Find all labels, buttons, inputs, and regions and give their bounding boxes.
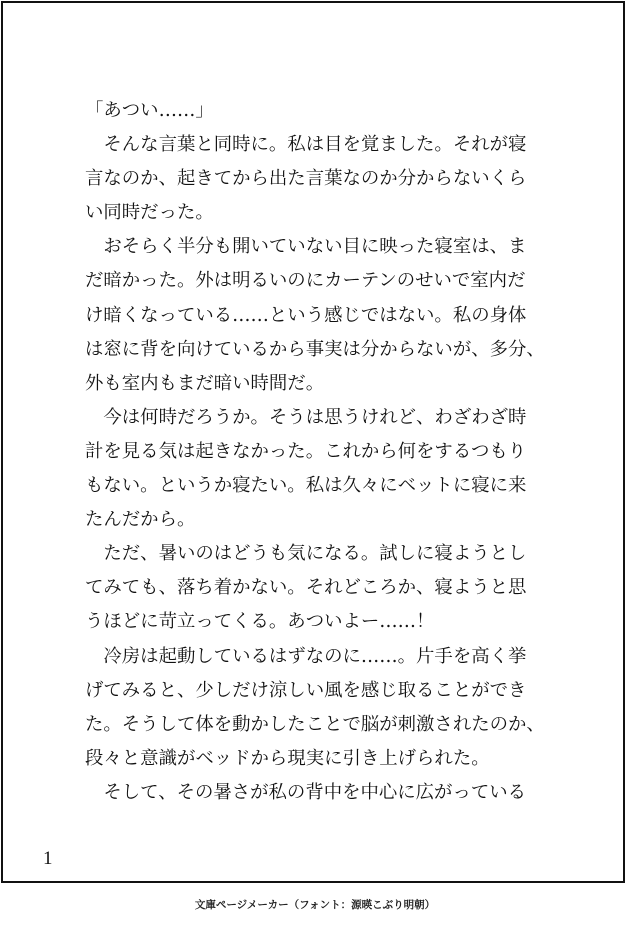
text-line: 計を見る気は起きなかった。これから何をするつもり [85,440,527,462]
footer-credit: 文庫ページメーカー（フォント：源暎こぶり明朝） [194,899,436,911]
text-line: そして、その暑さが私の背中を中心に広がっている [85,781,527,803]
text-line: 言なのか、起きてから出た言葉なのか分からないくら [85,168,527,190]
text-line: おそらく半分も開いていない目に映った寝室は、ま [85,236,527,258]
text-line: 今は何時だろうか。そうは思うけれど、わざわざ時 [85,406,527,428]
text-line: げてみると、少しだけ涼しい風を感じ取ることができ [85,679,527,701]
text-line: は窓に背を向けているから事実は分からないが、多分、 [85,338,545,360]
text-line: だ暗かった。外は明るいのにカーテンのせいで室内だ [85,270,526,292]
text-line: たんだから。 [85,509,196,531]
text-line: そんな言葉と同時に。私は目を覚ました。それが寝 [85,134,527,156]
text-line: 冷房は起動しているはずなのに……。片手を高く挙 [85,645,527,667]
text-line: け暗くなっている……という感じではない。私の身体 [85,304,527,326]
text-line: 段々と意識がベッドから現実に引き上げられた。 [85,747,490,769]
text-line: もない。というか寝たい。私は久々にベットに寝に来 [85,475,527,497]
body-text [85,94,565,810]
text-line: 外も室内もまだ暗い時間だ。 [85,372,325,394]
page-number: 1 [43,848,53,869]
text-line: た。そうして体を動かしたことで脳が刺激されたのか、 [85,713,545,735]
text-line: い同時だった。 [85,202,214,224]
text-line: てみても、落ち着かない。それどころか、寝ようと思 [85,577,527,599]
page-frame [1,1,625,883]
text-line: 「あつい……」 [85,100,214,121]
text-line: うほどに苛立ってくる。あついよー……！ [85,611,435,633]
text-line: ただ、暑いのはどうも気になる。試しに寝ようとし [85,543,527,565]
